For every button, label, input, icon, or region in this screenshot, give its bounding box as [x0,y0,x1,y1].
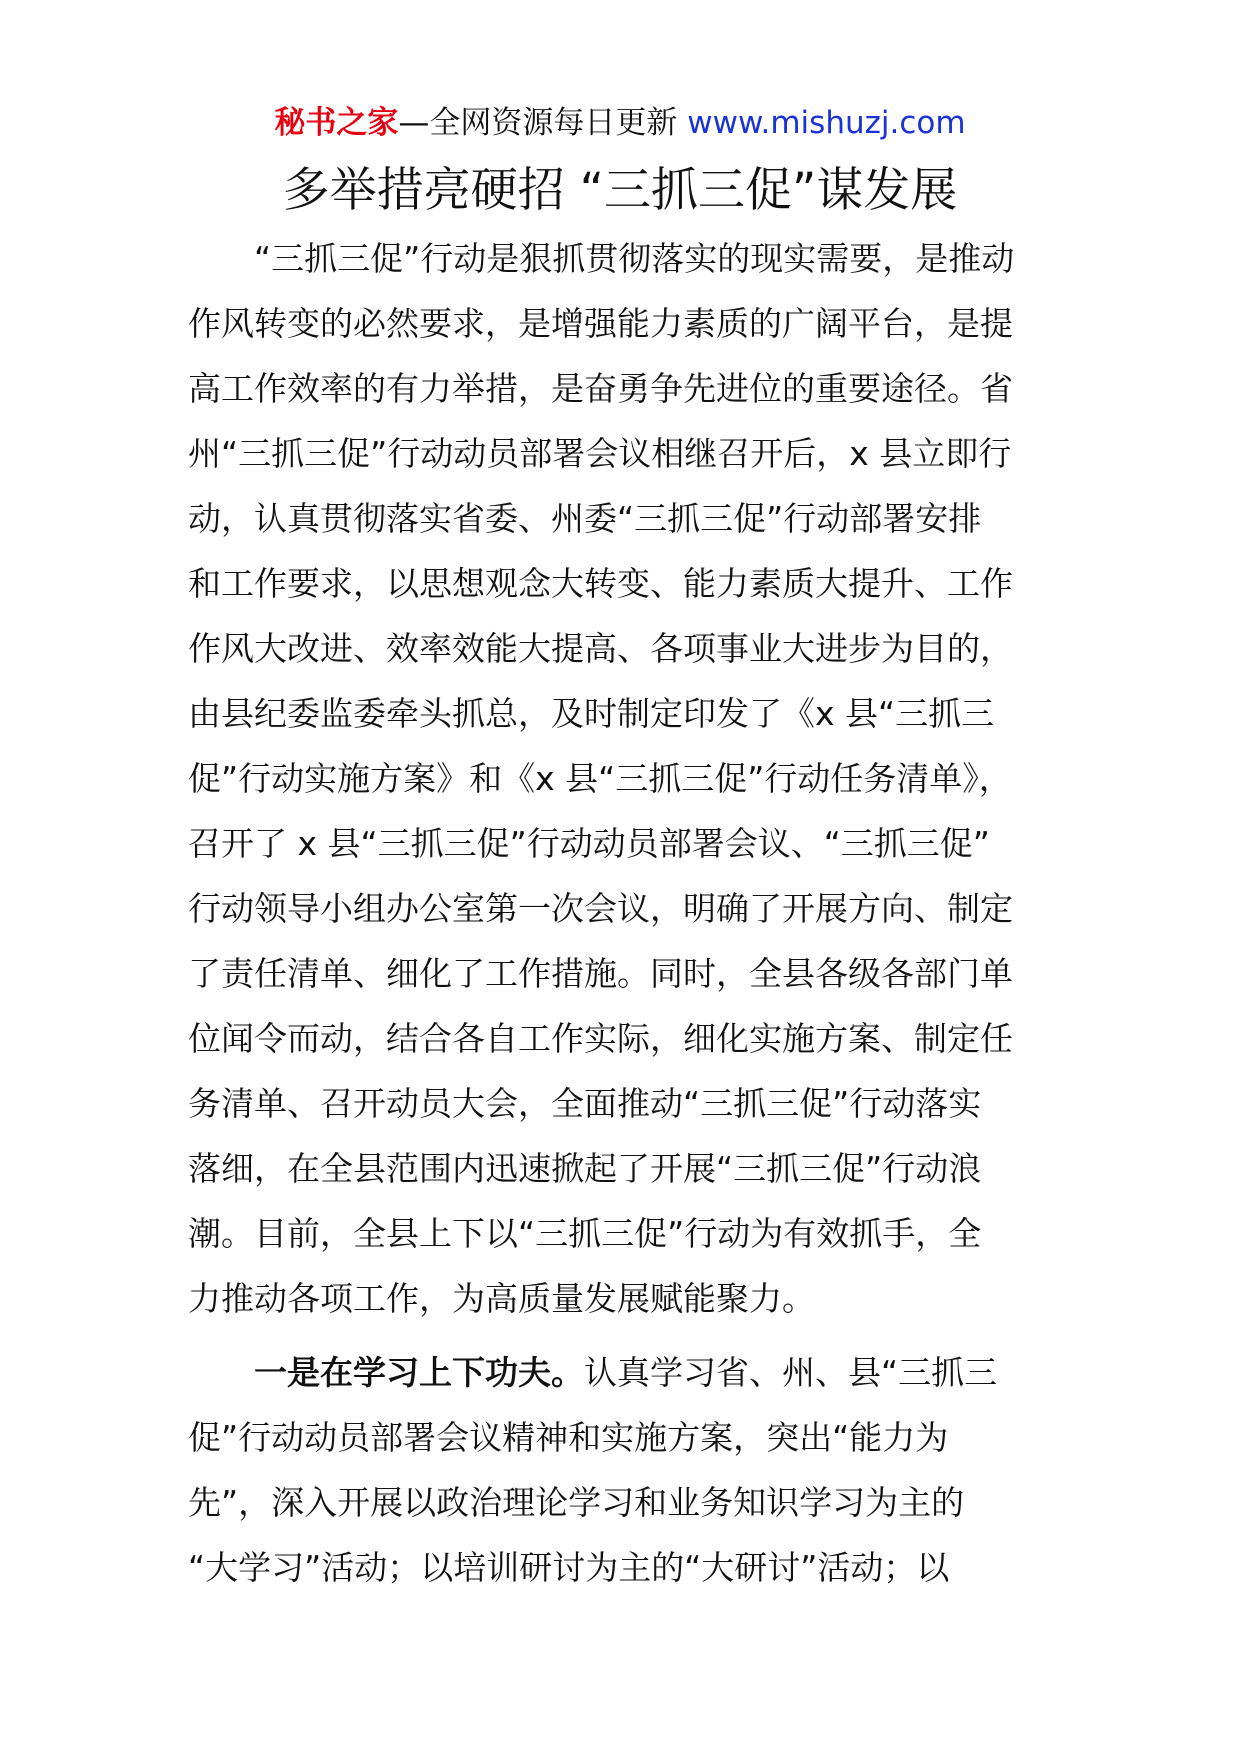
document-title: 多举措亮硬招 “三抓三促”谋发展 [282,163,958,218]
paragraph-line: 落细，在全县范围内迅速掀起了开展“三抓三促”行动浪 [188,1149,982,1188]
paragraph-line-rest: 认真学习省、州、县“三抓三 [584,1353,998,1392]
paragraph-line: 促”行动动员部署会议精神和实施方案，突出“能力为 [188,1418,949,1457]
site-brand: 秘书之家 [274,105,399,141]
paragraph-line: 召开了 x 县“三抓三促”行动动员部署会议、“三抓三促” [188,824,990,863]
paragraph-line: 作风大改进、效率效能大提高、各项事业大进步为目的， [188,629,1013,668]
paragraph-line: 位闻令而动，结合各自工作实际，细化实施方案、制定任 [188,1019,1013,1058]
paragraph-line: 促”行动实施方案》和《x 县“三抓三促”行动任务清单》， [188,759,1012,798]
site-header [0,100,1240,146]
paragraph-line: 力推动各项工作，为高质量发展赋能聚力。 [188,1279,815,1318]
paragraph-line: 了责任清单、细化了工作措施。同时，全县各级各部门单 [188,954,1013,993]
paragraph-line: 务清单、召开动员大会，全面推动“三抓三促”行动落实 [188,1084,982,1123]
paragraph-line: 先”，深入开展以政治理论学习和业务知识学习为主的 [188,1483,965,1522]
paragraph2-first-line [188,1342,1068,1407]
document-body [188,228,1068,1602]
site-url-link[interactable]: www.mishuzj.com [687,105,966,141]
site-tagline: —全网资源每日更新 [398,105,688,141]
paragraph-line: 动，认真贯彻落实省委、州委“三抓三促”行动部署安排 [188,499,982,538]
paragraph-line: “大学习”活动；以培训研讨为主的“大研讨”活动；以 [188,1548,950,1587]
paragraph-line: 高工作效率的有力举措，是奋勇争先进位的重要途径。省 [188,369,1013,408]
paragraph-line: 由县纪委监委牵头抓总，及时制定印发了《x 县“三抓三 [188,694,995,733]
paragraph-line: 潮。目前，全县上下以“三抓三促”行动为有效抓手，全 [188,1214,982,1253]
paragraph-line: 作风转变的必然要求，是增强能力素质的广阔平台，是提 [188,304,1013,343]
paragraph-line: “三抓三促”行动是狠抓贯彻落实的现实需要，是推动 [254,239,1015,278]
paragraph-line: 和工作要求，以思想观念大转变、能力素质大提升、工作 [188,564,1013,603]
paragraph-line: 行动领导小组办公室第一次会议，明确了开展方向、制定 [188,889,1013,928]
section-lead-heading: 一是在学习上下功夫。 [254,1353,584,1392]
paragraph-line: 州“三抓三促”行动动员部署会议相继召开后，x 县立即行 [188,434,1012,473]
